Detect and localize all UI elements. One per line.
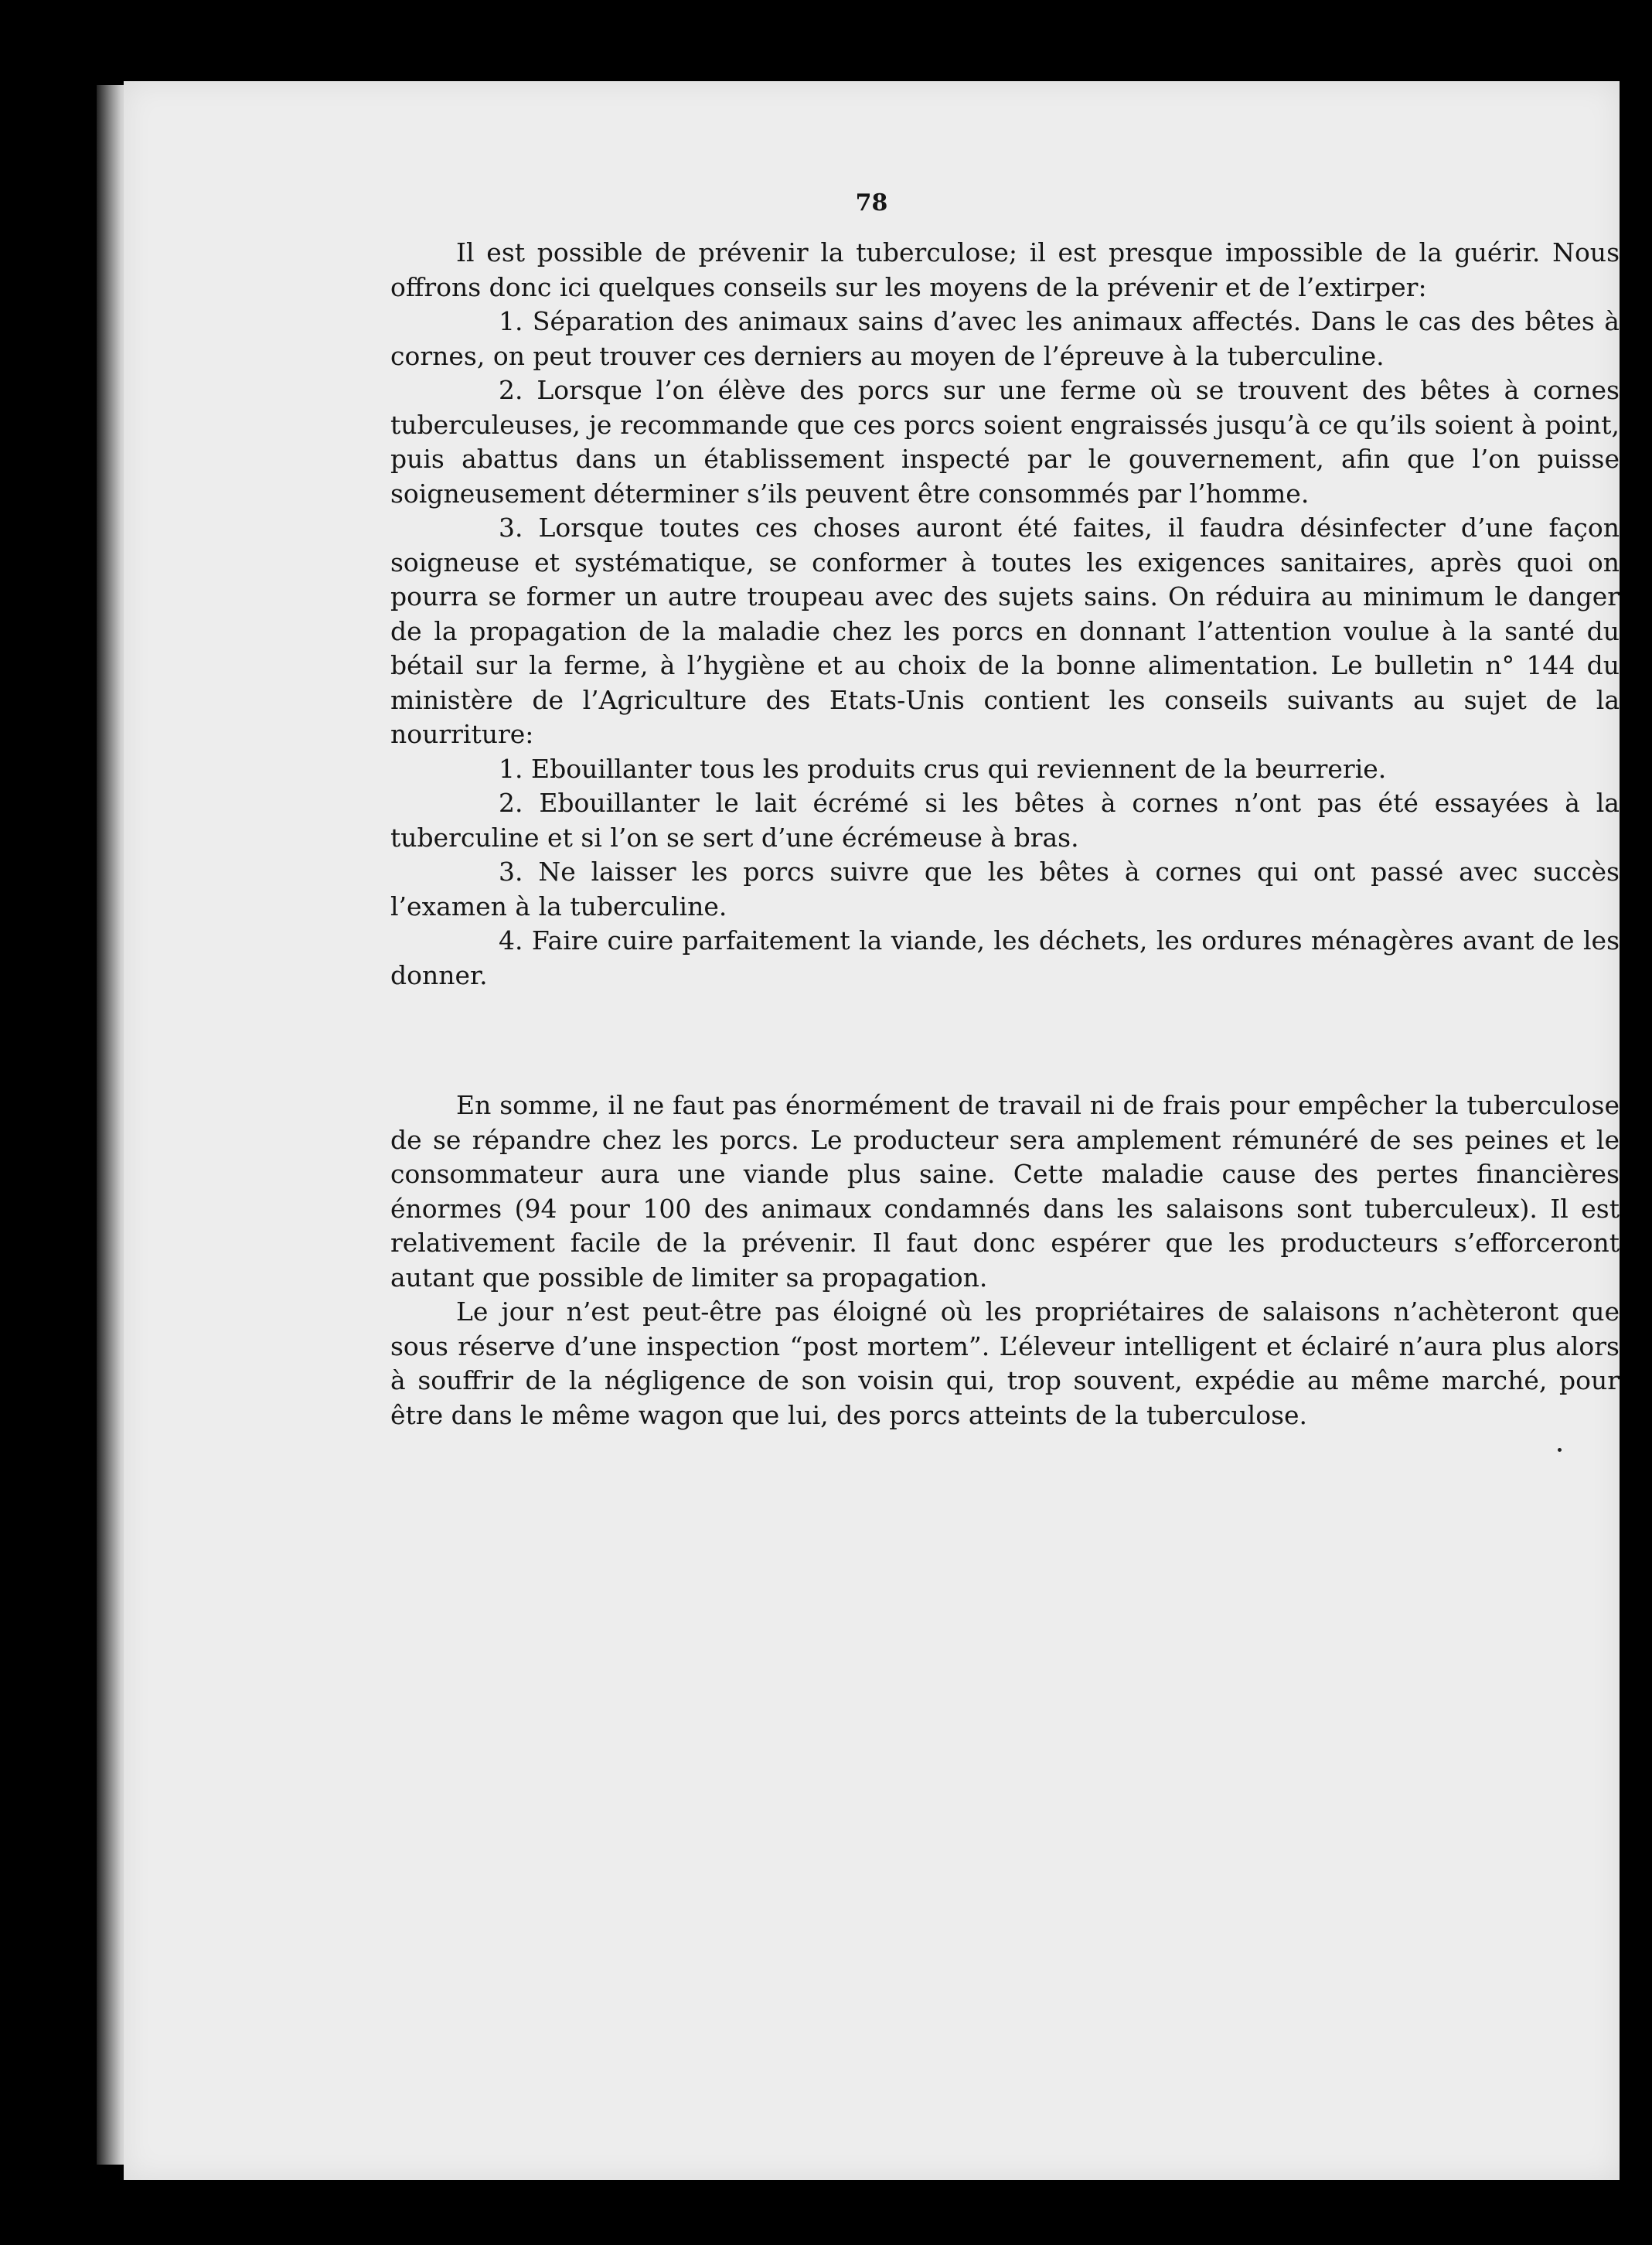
paragraph-summary: En somme, il ne faut pas énormément de travail ni de frais pour empêcher la tuberculose de se répandre chez les porcs. Le producteur sera amplement rémunéré de ses peines et le consommateur aura une viande plus saine. Cette maladie cause des pertes financières énormes (94 pour 100 des animaux condamnés dans les salaisons sont tuberculeux). Il est relativement facile de la prévenir. Il faut donc espérer que les producteurs s’efforceront autant que possible de limiter sa propagation.	[390, 1090, 1620, 1293]
paragraph-food-1: 1. Ebouillanter tous les produits crus qui reviennent de la beurrerie.	[499, 753, 1387, 784]
paragraph-food-3: 3. Ne laisser les porcs suivre que les bêtes à cornes qui ont passé avec succès l’examen à la tuberculine.	[390, 857, 1620, 922]
paragraph-food-2: 2. Ebouillanter le lait écrémé si les bêtes à cornes n’ont pas été essayées à la tuberculine et si l’on se sert d’une écrémeuse à bras.	[390, 788, 1620, 853]
page-number: 78	[855, 189, 888, 216]
document-page	[124, 81, 1620, 2180]
paragraph-intro: Il est possible de prévenir la tuberculose; il est presque impossible de la guérir. Nous offrons donc ici quelques conseils sur les moyens de la prévenir et de l’extirper:	[390, 237, 1620, 302]
paragraph-item-1: 1. Séparation des animaux sains d’avec les animaux affectés. Dans le cas des bêtes à cornes, on peut trouver ces derniers au moyen de l’épreuve à la tuberculine.	[390, 306, 1620, 371]
paragraph-item-3: 3. Lorsque toutes ces choses auront été faites, il faudra désinfecter d’une façon soigneuse et systématique, se conformer à toutes les exigences sanitaires, après quoi on pourra se former un autre troupeau avec des sujets sains. On réduira au minimum le danger de la propagation de la maladie chez les porcs en donnant l’attention voulue à la santé du bétail sur la ferme, à l’hygiène et au choix de la bonne alimentation. Le bulletin n° 144 du ministère de l’Agriculture des Etats-Unis contient les conseils suivants au sujet de la nourriture:	[390, 513, 1620, 749]
text-block-bottom	[390, 1088, 1620, 1433]
paragraph-item-2: 2. Lorsque l’on élève des porcs sur une ferme où se trouvent des bêtes à cornes tuberculeuses, je recommande que ces porcs soient engraissés jusqu’à ce qu’ils soient à point, puis abattus dans un établissement inspecté par le gouvernement, afin que l’on puisse soigneusement déterminer s’ils peuvent être consommés par l’homme.	[390, 375, 1620, 509]
paragraph-conclusion: Le jour n’est peut-être pas éloigné où les propriétaires de salaisons n’achèteront que sous réserve d’une inspection “post mortem”. L’éleveur intelligent et éclairé n’aura plus alors à souffrir de la négligence de son voisin qui, trop souvent, expédie au même marché, pour être dans le même wagon que lui, des porcs atteints de la tuberculose.	[390, 1296, 1620, 1430]
stray-ink-dot	[1558, 1448, 1562, 1452]
text-block-top	[390, 236, 1620, 993]
paragraph-food-4: 4. Faire cuire parfaitement la viande, les déchets, les ordures ménagères avant de les donner.	[390, 925, 1620, 990]
